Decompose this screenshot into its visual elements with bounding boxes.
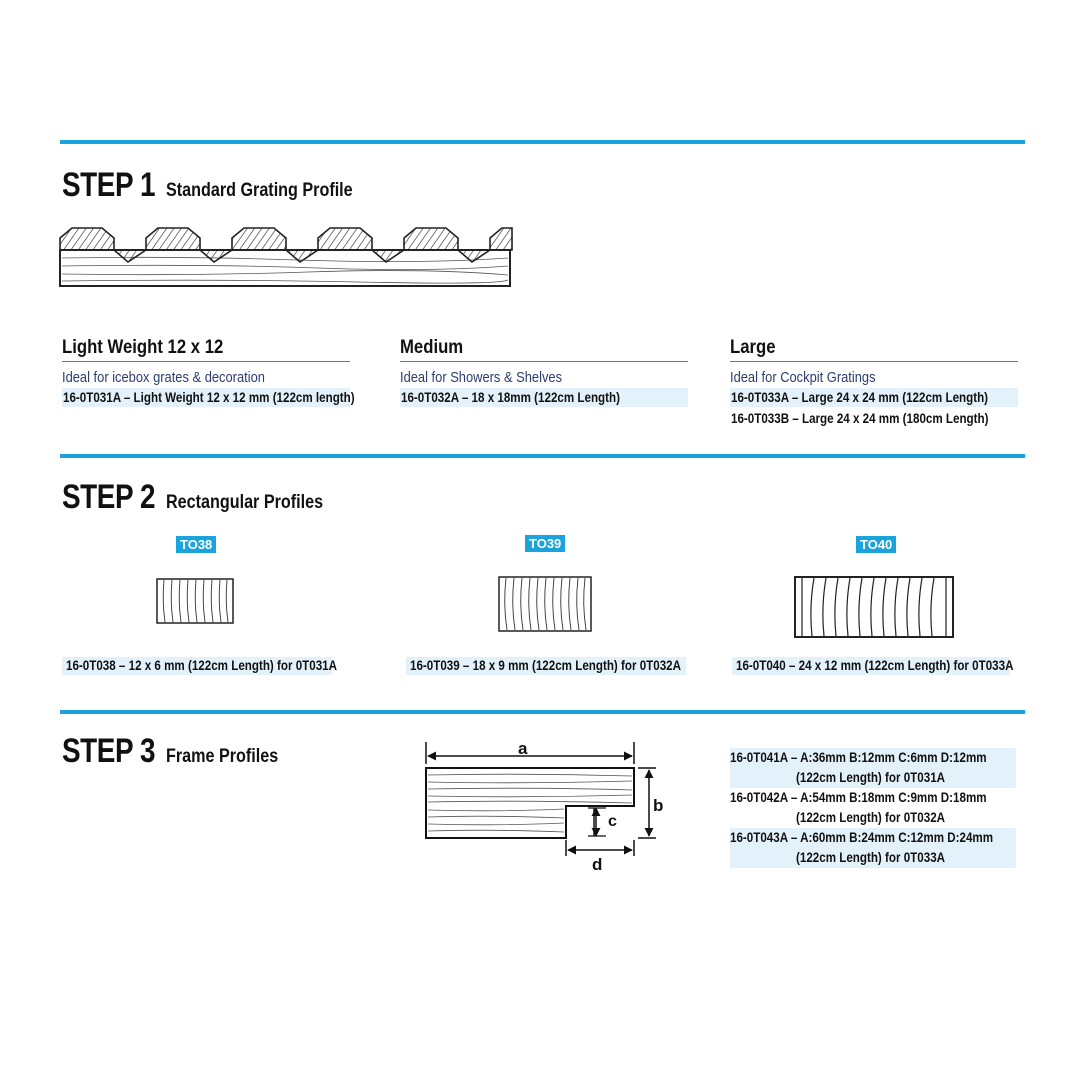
col-title: Medium <box>400 337 688 362</box>
dim-label-a: a <box>518 739 528 758</box>
profile-tag-to38: TO38 <box>176 536 216 553</box>
col-description: Ideal for Showers & Shelves <box>400 369 563 386</box>
col-title: Large <box>730 337 1018 362</box>
dim-label-d: d <box>592 855 603 874</box>
profile-drawing-to39 <box>498 576 592 632</box>
grating-col-light <box>62 337 355 407</box>
grating-col-medium <box>400 337 688 407</box>
divider-top <box>60 140 1025 144</box>
frame-profile-diagram <box>420 738 670 874</box>
frame-spec-line: 16-0T041A – A:36mm B:12mm C:6mm D:12mm <box>730 748 1016 768</box>
product-code-line: 16-0T031A – Light Weight 12 x 12 mm (122cm length) <box>63 390 355 405</box>
step1-heading <box>62 166 386 205</box>
step3-heading <box>62 732 298 771</box>
product-code-line: 16-0T033B – Large 24 x 24 mm (180cm Length) <box>731 411 989 426</box>
frame-spec-line: 16-0T042A – A:54mm B:18mm C:9mm D:18mm <box>730 790 987 805</box>
col-description: Ideal for Cockpit Gratings <box>730 369 876 386</box>
profile-caption-to39: 16-0T039 – 18 x 9 mm (122cm Length) for 0T032A <box>406 657 686 675</box>
profile-drawing-to40 <box>794 576 954 638</box>
profile-drawing-to38 <box>156 578 234 624</box>
step2-heading <box>62 478 351 517</box>
frame-specs-list <box>730 748 1016 868</box>
frame-spec-line: (122cm Length) for 0T032A <box>796 810 946 825</box>
divider-step3 <box>60 710 1025 714</box>
dim-label-c: c <box>608 813 617 830</box>
step2-subtitle: Rectangular Profiles <box>166 492 324 513</box>
frame-spec-line: (122cm Length) for 0T031A <box>730 768 1016 788</box>
profile-tag-to40: TO40 <box>856 536 896 553</box>
frame-spec-line: 16-0T043A – A:60mm B:24mm C:12mm D:24mm <box>730 828 1016 848</box>
step1-label: STEP 1 <box>62 166 156 204</box>
dim-label-b: b <box>653 796 664 815</box>
step3-subtitle: Frame Profiles <box>166 746 279 767</box>
step3-label: STEP 3 <box>62 732 156 770</box>
grating-col-large <box>730 337 1018 428</box>
profile-tag-to39: TO39 <box>525 535 565 552</box>
step2-label: STEP 2 <box>62 478 156 516</box>
grating-profile-drawing <box>58 226 514 290</box>
frame-spec-line: (122cm Length) for 0T033A <box>730 848 1016 868</box>
profile-caption-to40: 16-0T040 – 24 x 12 mm (122cm Length) for 0T033A <box>732 657 1010 675</box>
col-description: Ideal for icebox grates & decoration <box>62 369 265 386</box>
product-code-line: 16-0T032A – 18 x 18mm (122cm Length) <box>400 388 688 407</box>
col-title: Light Weight 12 x 12 <box>62 337 350 362</box>
divider-step2 <box>60 454 1025 458</box>
profile-caption-to38: 16-0T038 – 12 x 6 mm (122cm Length) for 0T031A <box>62 657 332 675</box>
product-code-line: 16-0T033A – Large 24 x 24 mm (122cm Length) <box>730 388 1018 407</box>
step1-subtitle: Standard Grating Profile <box>166 180 353 201</box>
